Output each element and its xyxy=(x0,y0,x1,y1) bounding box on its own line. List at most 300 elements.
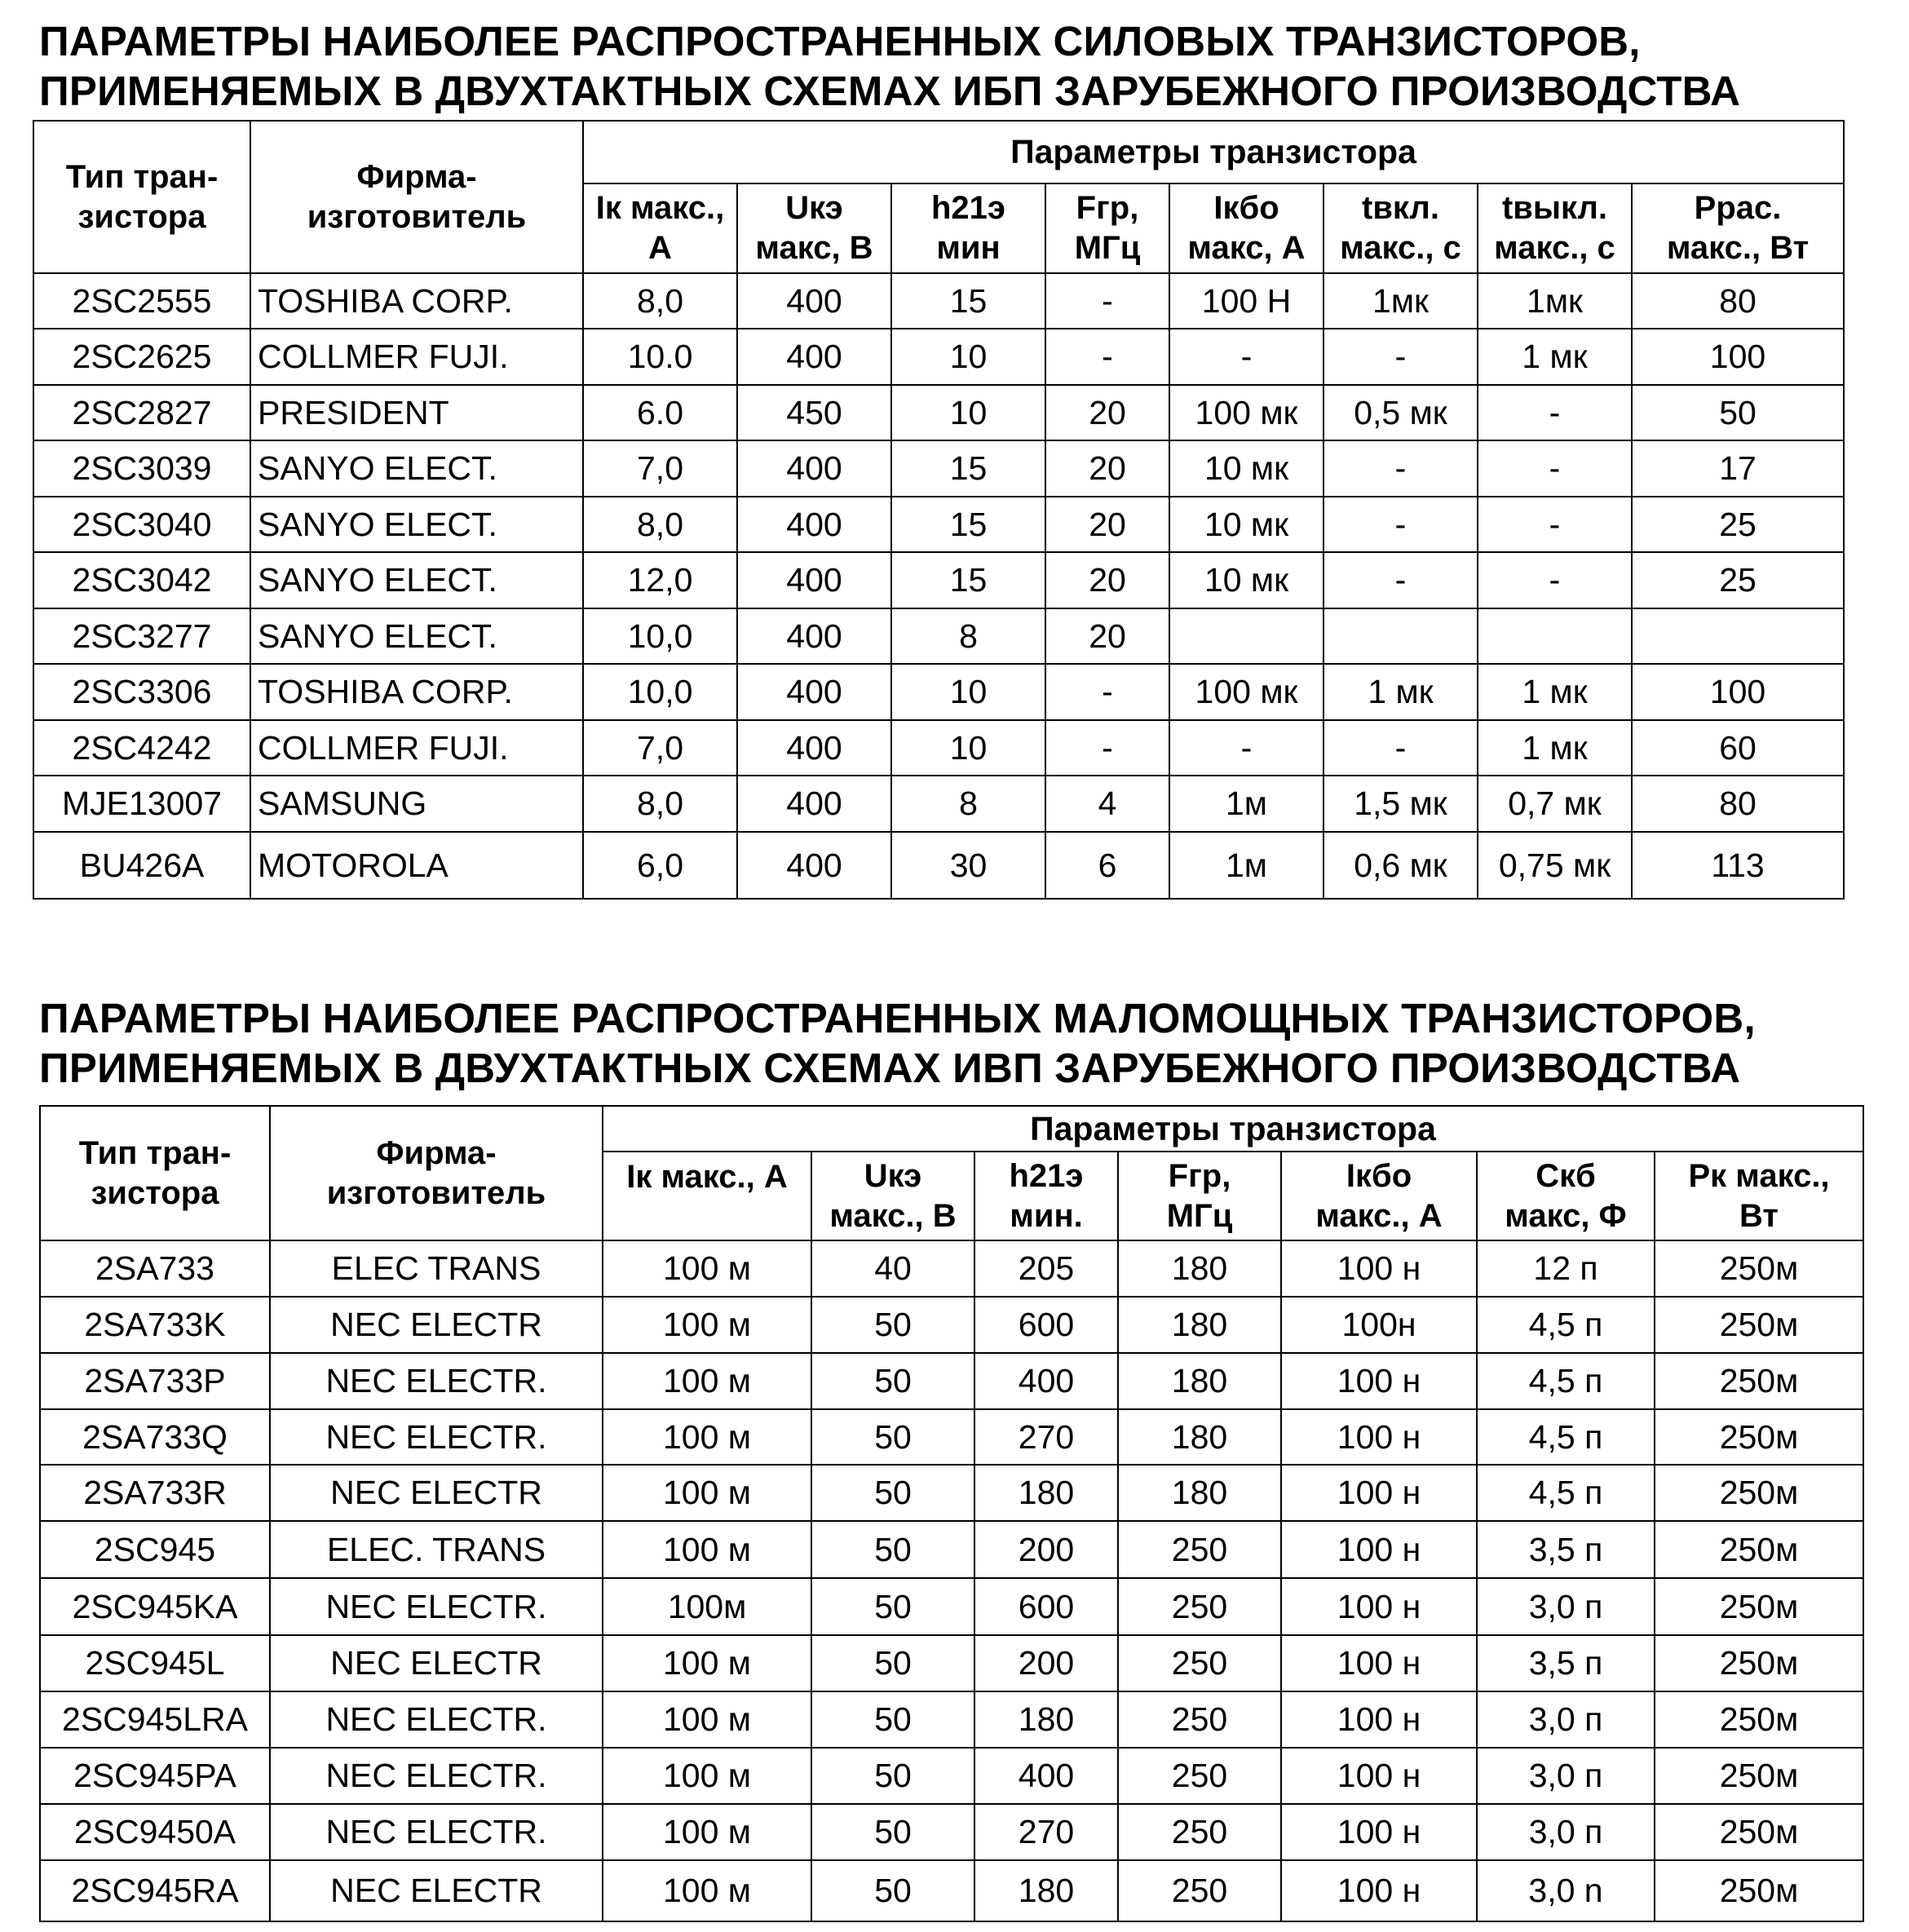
header-text: Тип тран- xyxy=(65,158,219,195)
header-text: Фирма- xyxy=(376,1134,497,1171)
table-cell: 50 xyxy=(811,1521,974,1578)
table-cell: - xyxy=(1323,720,1478,776)
table-row xyxy=(33,552,1844,608)
table-cell: 8,0 xyxy=(583,273,737,329)
table-row xyxy=(40,1578,1863,1635)
header-text: изготовитель xyxy=(326,1174,546,1211)
table-cell: 3,0 п xyxy=(1477,1578,1655,1635)
table-row xyxy=(40,1635,1863,1691)
header-param xyxy=(583,183,737,273)
table-row xyxy=(33,664,1844,720)
table-cell: 250м xyxy=(1655,1691,1863,1748)
table-row xyxy=(40,1860,1863,1921)
table-cell: 25 xyxy=(1632,552,1844,608)
table-cell: 400 xyxy=(737,273,891,329)
table-cell: 8 xyxy=(891,608,1045,664)
table-cell: 400 xyxy=(737,440,891,497)
table-cell: 100 Н xyxy=(1169,273,1323,329)
table-cell: 250м xyxy=(1655,1465,1863,1521)
table-row xyxy=(33,273,1844,329)
table-cell: 100 м xyxy=(603,1748,811,1804)
table-cell: 100 xyxy=(1632,664,1844,720)
table-cell: NEC ELECTR. xyxy=(270,1353,603,1409)
table-cell: 100 н xyxy=(1281,1635,1477,1691)
header-text: мин. xyxy=(1010,1197,1083,1234)
table-cell: 200 xyxy=(974,1521,1118,1578)
header-text: Фирма- xyxy=(356,158,477,195)
table-cell: 100м xyxy=(603,1578,811,1635)
table-cell: NEC ELECTR. xyxy=(270,1578,603,1635)
table-cell xyxy=(1323,608,1478,664)
table-cell: 15 xyxy=(891,552,1045,608)
table-cell: 2SC2625 xyxy=(33,329,250,385)
header-param xyxy=(891,183,1045,273)
header-type xyxy=(33,121,250,273)
table-cell: 200 xyxy=(974,1635,1118,1691)
table-cell: 2SC945KA xyxy=(40,1578,270,1635)
table-row xyxy=(40,1409,1863,1465)
table-cell: NEC ELECTR xyxy=(270,1635,603,1691)
table-cell: SANYO ELECT. xyxy=(250,552,583,608)
header-param xyxy=(1323,183,1478,273)
header-text: Iкбо xyxy=(1346,1157,1412,1194)
table-cell: 250 xyxy=(1118,1521,1281,1578)
table-cell: - xyxy=(1478,385,1632,440)
table-cell: COLLMER FUJI. xyxy=(250,329,583,385)
table-cell: 3,0 п xyxy=(1477,1804,1655,1860)
table-row xyxy=(33,832,1844,899)
header-param xyxy=(603,1152,811,1240)
table-cell: 250м xyxy=(1655,1748,1863,1804)
table-cell: 100 м xyxy=(603,1691,811,1748)
table-cell: 2SC945LRA xyxy=(40,1691,270,1748)
header-text: Вт xyxy=(1739,1197,1779,1234)
table-cell: 250 xyxy=(1118,1748,1281,1804)
table-cell: 250м xyxy=(1655,1409,1863,1465)
table-cell: 10,0 xyxy=(583,608,737,664)
table-cell: 50 xyxy=(811,1691,974,1748)
table-row xyxy=(40,1240,1863,1297)
table-cell: 250м xyxy=(1655,1353,1863,1409)
header-text: зистора xyxy=(77,198,206,235)
table-cell: NEC ELECTR. xyxy=(270,1409,603,1465)
table-cell: 0,75 мк xyxy=(1478,832,1632,899)
title-line: ПРИМЕНЯЕМЫХ В ДВУХТАКТНЫХ СХЕМАХ ИВП ЗАРУБЕЖНОГО ПРОИЗВОДСТВА xyxy=(39,1045,1741,1091)
table-cell: 10 мк xyxy=(1169,497,1323,552)
table-row xyxy=(40,1297,1863,1353)
table-cell: 2SC945 xyxy=(40,1521,270,1578)
header-text: Fгр, xyxy=(1076,190,1139,226)
table-cell: 100 н xyxy=(1281,1748,1477,1804)
table-cell: 100 н xyxy=(1281,1804,1477,1860)
table-cell: - xyxy=(1169,720,1323,776)
table-cell: 10.0 xyxy=(583,329,737,385)
table-cell: NEC ELECTR. xyxy=(270,1691,603,1748)
table-cell: 180 xyxy=(1118,1240,1281,1297)
table-cell: - xyxy=(1478,497,1632,552)
header-text: Iкбо xyxy=(1213,190,1279,226)
table-cell: 100 м xyxy=(603,1240,811,1297)
table-cell: MOTOROLA xyxy=(250,832,583,899)
table-cell: 50 xyxy=(811,1409,974,1465)
header-text: Uкэ xyxy=(864,1157,922,1194)
table-cell: 100 н xyxy=(1281,1691,1477,1748)
table-cell xyxy=(1169,608,1323,664)
table-cell: 600 xyxy=(974,1297,1118,1353)
table-cell: TOSHIBA CORP. xyxy=(250,664,583,720)
header-text: МГц xyxy=(1074,230,1141,266)
header-firm xyxy=(250,121,583,273)
table-cell: 2SA733K xyxy=(40,1297,270,1353)
table-cell: 400 xyxy=(737,552,891,608)
table-cell: NEC ELECTR. xyxy=(270,1748,603,1804)
table-cell: 20 xyxy=(1045,385,1169,440)
table-cell: - xyxy=(1323,329,1478,385)
table-cell: 1,5 мк xyxy=(1323,776,1478,832)
header-text: tвкл. xyxy=(1362,190,1439,226)
header-text: макс., Вт xyxy=(1666,230,1810,266)
table-cell: SAMSUNG xyxy=(250,776,583,832)
table-cell: 0,6 мк xyxy=(1323,832,1478,899)
table-cell: 20 xyxy=(1045,440,1169,497)
table-cell: 2SC9450A xyxy=(40,1804,270,1860)
table-cell: 6,0 xyxy=(583,832,737,899)
header-text: Uкэ xyxy=(785,190,843,226)
table-cell: 3,0 п xyxy=(1477,1748,1655,1804)
table-cell: 0,5 мк xyxy=(1323,385,1478,440)
low-power-transistors-title xyxy=(39,993,1874,1093)
table-cell: - xyxy=(1045,664,1169,720)
header-param xyxy=(1478,183,1632,273)
table-cell: 250 xyxy=(1118,1578,1281,1635)
table-cell: 7,0 xyxy=(583,440,737,497)
header-text: Тип тран- xyxy=(78,1134,232,1171)
table-cell: 50 xyxy=(811,1748,974,1804)
table-cell: 180 xyxy=(1118,1465,1281,1521)
table-cell: 2SC3039 xyxy=(33,440,250,497)
header-param xyxy=(1118,1152,1281,1240)
header-text: макс, А xyxy=(1187,230,1306,266)
table-cell: 8 xyxy=(891,776,1045,832)
title-line: ПАРАМЕТРЫ НАИБОЛЕЕ РАСПРОСТРАНЕННЫХ СИЛОВЫХ ТРАНЗИСТОРОВ, xyxy=(39,18,1641,64)
table-cell: 250 xyxy=(1118,1804,1281,1860)
table-cell: PRESIDENT xyxy=(250,385,583,440)
header-type xyxy=(40,1106,270,1240)
table-cell: COLLMER FUJI. xyxy=(250,720,583,776)
table-cell: 2SC2555 xyxy=(33,273,250,329)
table-cell: 7,0 xyxy=(583,720,737,776)
table-cell: 400 xyxy=(737,329,891,385)
table-cell: 100 м xyxy=(603,1297,811,1353)
table-cell: NEC ELECTR xyxy=(270,1297,603,1353)
table-cell: 1мк xyxy=(1323,273,1478,329)
table-cell: 50 xyxy=(811,1860,974,1921)
table-cell: 100 м xyxy=(603,1635,811,1691)
table-cell: 400 xyxy=(737,776,891,832)
table-cell: 250м xyxy=(1655,1578,1863,1635)
table-cell: 100 н xyxy=(1281,1860,1477,1921)
table-cell: 100 мк xyxy=(1169,385,1323,440)
header-text: Fгр, xyxy=(1168,1157,1231,1194)
header-text: макс, Ф xyxy=(1505,1197,1627,1234)
table-cell: 180 xyxy=(974,1860,1118,1921)
header-param xyxy=(737,183,891,273)
table-cell: 4,5 п xyxy=(1477,1409,1655,1465)
table-row xyxy=(33,440,1844,497)
table-cell: 25 xyxy=(1632,497,1844,552)
table-cell: 100н xyxy=(1281,1297,1477,1353)
table-row xyxy=(40,1748,1863,1804)
table-cell: 30 xyxy=(891,832,1045,899)
table-cell: 10 мк xyxy=(1169,440,1323,497)
header-param xyxy=(974,1152,1118,1240)
header-text: Ррас. xyxy=(1694,190,1782,226)
table-cell: 4,5 п xyxy=(1477,1465,1655,1521)
table-cell: 600 xyxy=(974,1578,1118,1635)
table-cell: 2SC3040 xyxy=(33,497,250,552)
table-cell: NEC ELECTR xyxy=(270,1465,603,1521)
table-cell: 4,5 п xyxy=(1477,1297,1655,1353)
power-transistors-table xyxy=(33,120,1845,900)
table-cell: 2SA733R xyxy=(40,1465,270,1521)
table-cell: 180 xyxy=(1118,1297,1281,1353)
table-cell: 10 xyxy=(891,329,1045,385)
table-cell: 1 мк xyxy=(1323,664,1478,720)
table-cell: 100 н xyxy=(1281,1240,1477,1297)
table-cell: 8,0 xyxy=(583,497,737,552)
table-cell: 80 xyxy=(1632,776,1844,832)
table-cell: 100 xyxy=(1632,329,1844,385)
table-cell: MJE13007 xyxy=(33,776,250,832)
table-row xyxy=(33,497,1844,552)
table-cell: 50 xyxy=(811,1578,974,1635)
table-row xyxy=(40,1804,1863,1860)
table-cell: NEC ELECTR. xyxy=(270,1804,603,1860)
table-cell: 10,0 xyxy=(583,664,737,720)
table-cell: - xyxy=(1045,273,1169,329)
table-cell: 50 xyxy=(811,1465,974,1521)
table-cell: 100 н xyxy=(1281,1465,1477,1521)
table-cell: 40 xyxy=(811,1240,974,1297)
header-param xyxy=(811,1152,974,1240)
table-cell: 3,0 n xyxy=(1477,1860,1655,1921)
table-cell: 205 xyxy=(974,1240,1118,1297)
table-cell: - xyxy=(1323,552,1478,608)
table-cell: 3,5 п xyxy=(1477,1521,1655,1578)
table-cell: 250м xyxy=(1655,1240,1863,1297)
table-cell: 2SC945PA xyxy=(40,1748,270,1804)
header-text: макс., В xyxy=(829,1197,957,1234)
table-cell: 270 xyxy=(974,1804,1118,1860)
header-text: мин xyxy=(936,230,1001,266)
table-cell: 180 xyxy=(974,1691,1118,1748)
table-cell: 180 xyxy=(974,1465,1118,1521)
header-text: Iк макс., xyxy=(595,190,725,226)
table-cell: 60 xyxy=(1632,720,1844,776)
table-cell: 100 н xyxy=(1281,1353,1477,1409)
table-cell: 80 xyxy=(1632,273,1844,329)
table-cell: 20 xyxy=(1045,497,1169,552)
table-cell: 2SC4242 xyxy=(33,720,250,776)
table-cell: 400 xyxy=(737,664,891,720)
table-cell: 100 н xyxy=(1281,1409,1477,1465)
table-cell: 400 xyxy=(974,1748,1118,1804)
table-cell: 100 м xyxy=(603,1409,811,1465)
table-cell: 250м xyxy=(1655,1635,1863,1691)
table-cell: - xyxy=(1045,720,1169,776)
header-param xyxy=(1169,183,1323,273)
table-cell: ELEC TRANS xyxy=(270,1240,603,1297)
header-parameters-group: Параметры транзистора xyxy=(583,121,1844,183)
table-cell: 400 xyxy=(737,832,891,899)
table-cell: 10 xyxy=(891,720,1045,776)
table-cell: 270 xyxy=(974,1409,1118,1465)
low-power-transistors-table xyxy=(39,1105,1864,1922)
table-cell: 100 н xyxy=(1281,1578,1477,1635)
table-cell: 1м xyxy=(1169,776,1323,832)
table-cell: 50 xyxy=(811,1297,974,1353)
table-cell: 100 н xyxy=(1281,1521,1477,1578)
table-row xyxy=(40,1353,1863,1409)
table-row xyxy=(33,385,1844,440)
table-cell: 1 мк xyxy=(1478,329,1632,385)
table-cell: 15 xyxy=(891,440,1045,497)
table-cell: ELEC. TRANS xyxy=(270,1521,603,1578)
table-cell: 50 xyxy=(811,1353,974,1409)
table-cell: 400 xyxy=(737,720,891,776)
table-cell: 2SA733P xyxy=(40,1353,270,1409)
table-row xyxy=(40,1465,1863,1521)
table-row xyxy=(33,720,1844,776)
header-text: макс., с xyxy=(1494,230,1615,266)
table-cell: 2SC3042 xyxy=(33,552,250,608)
table-cell: 50 xyxy=(811,1635,974,1691)
table-row xyxy=(33,329,1844,385)
table-cell: 250м xyxy=(1655,1297,1863,1353)
header-param xyxy=(1655,1152,1863,1240)
table-cell: 100 м xyxy=(603,1465,811,1521)
table-cell: 3,0 п xyxy=(1477,1691,1655,1748)
table-cell: 450 xyxy=(737,385,891,440)
table-cell: 400 xyxy=(737,608,891,664)
header-param xyxy=(1632,183,1844,273)
header-firm xyxy=(270,1106,603,1240)
table-cell: 10 xyxy=(891,385,1045,440)
table-cell: 250 xyxy=(1118,1635,1281,1691)
table-cell: 1 мк xyxy=(1478,720,1632,776)
header-text: зистора xyxy=(91,1174,219,1211)
table-cell: NEC ELECTR xyxy=(270,1860,603,1921)
table-cell: SANYO ELECT. xyxy=(250,497,583,552)
table-cell: 100 мк xyxy=(1169,664,1323,720)
table-cell: 6 xyxy=(1045,832,1169,899)
table-cell: 15 xyxy=(891,273,1045,329)
table-cell: 8,0 xyxy=(583,776,737,832)
table-cell: 2SA733Q xyxy=(40,1409,270,1465)
header-text: изготовитель xyxy=(307,198,527,235)
table-row xyxy=(33,776,1844,832)
table-cell: 2SC945RA xyxy=(40,1860,270,1921)
table-cell: 2SA733 xyxy=(40,1240,270,1297)
table-cell: 12 п xyxy=(1477,1240,1655,1297)
table-cell: 2SC3306 xyxy=(33,664,250,720)
table-cell: 180 xyxy=(1118,1409,1281,1465)
table-cell: SANYO ELECT. xyxy=(250,440,583,497)
table-cell: 250м xyxy=(1655,1804,1863,1860)
header-text: h21э xyxy=(930,190,1005,226)
header-param xyxy=(1477,1152,1655,1240)
table-cell: 180 xyxy=(1118,1353,1281,1409)
table-cell: 50 xyxy=(811,1804,974,1860)
table-cell: 10 мк xyxy=(1169,552,1323,608)
header-text: макс., А xyxy=(1315,1197,1443,1234)
table-cell: 250м xyxy=(1655,1860,1863,1921)
table-row xyxy=(33,608,1844,664)
table-cell: BU426A xyxy=(33,832,250,899)
table-cell: 113 xyxy=(1632,832,1844,899)
table-cell: - xyxy=(1045,329,1169,385)
table-cell: 4 xyxy=(1045,776,1169,832)
header-text: h21э xyxy=(1009,1157,1084,1194)
table-cell: - xyxy=(1478,440,1632,497)
table-cell xyxy=(1632,608,1844,664)
power-transistors-title xyxy=(39,16,1874,116)
table-cell xyxy=(1478,608,1632,664)
header-text: макс., с xyxy=(1340,230,1461,266)
header-parameters-group: Параметры транзистора xyxy=(603,1106,1863,1152)
table-cell: - xyxy=(1323,440,1478,497)
table-cell: 250 xyxy=(1118,1691,1281,1748)
table-cell: 17 xyxy=(1632,440,1844,497)
table-cell: - xyxy=(1478,552,1632,608)
table-cell: - xyxy=(1323,497,1478,552)
table-cell: 100 м xyxy=(603,1353,811,1409)
table-cell: 400 xyxy=(974,1353,1118,1409)
header-text: макс, В xyxy=(755,230,873,266)
title-line: ПРИМЕНЯЕМЫХ В ДВУХТАКТНЫХ СХЕМАХ ИБП ЗАРУБЕЖНОГО ПРОИЗВОДСТВА xyxy=(39,68,1741,114)
title-line: ПАРАМЕТРЫ НАИБОЛЕЕ РАСПРОСТРАНЕННЫХ МАЛОМОЩНЫХ ТРАНЗИСТОРОВ, xyxy=(39,995,1756,1041)
table-row xyxy=(40,1521,1863,1578)
header-text: А xyxy=(648,230,672,266)
table-cell: 12,0 xyxy=(583,552,737,608)
table-cell: 250 xyxy=(1118,1860,1281,1921)
table-cell: 1м xyxy=(1169,832,1323,899)
table-cell: 2SC3277 xyxy=(33,608,250,664)
table-cell: 2SC2827 xyxy=(33,385,250,440)
table-cell: 0,7 мк xyxy=(1478,776,1632,832)
table-cell: 20 xyxy=(1045,608,1169,664)
header-text: Рк макс., xyxy=(1688,1157,1830,1194)
table-cell: 3,5 п xyxy=(1477,1635,1655,1691)
table-cell: 6.0 xyxy=(583,385,737,440)
table-cell: - xyxy=(1169,329,1323,385)
table-cell: 1мк xyxy=(1478,273,1632,329)
table-cell: 10 xyxy=(891,664,1045,720)
header-text: tвыкл. xyxy=(1501,190,1608,226)
table-cell: SANYO ELECT. xyxy=(250,608,583,664)
table-cell: 100 м xyxy=(603,1860,811,1921)
table-cell: 1 мк xyxy=(1478,664,1632,720)
header-text: Iк макс., А xyxy=(626,1159,788,1195)
header-param xyxy=(1281,1152,1477,1240)
table-cell: 50 xyxy=(1632,385,1844,440)
table-cell: 2SC945L xyxy=(40,1635,270,1691)
table-row xyxy=(40,1691,1863,1748)
table-cell: 250м xyxy=(1655,1521,1863,1578)
table-cell: TOSHIBA CORP. xyxy=(250,273,583,329)
table-cell: 100 м xyxy=(603,1804,811,1860)
table-cell: 400 xyxy=(737,497,891,552)
